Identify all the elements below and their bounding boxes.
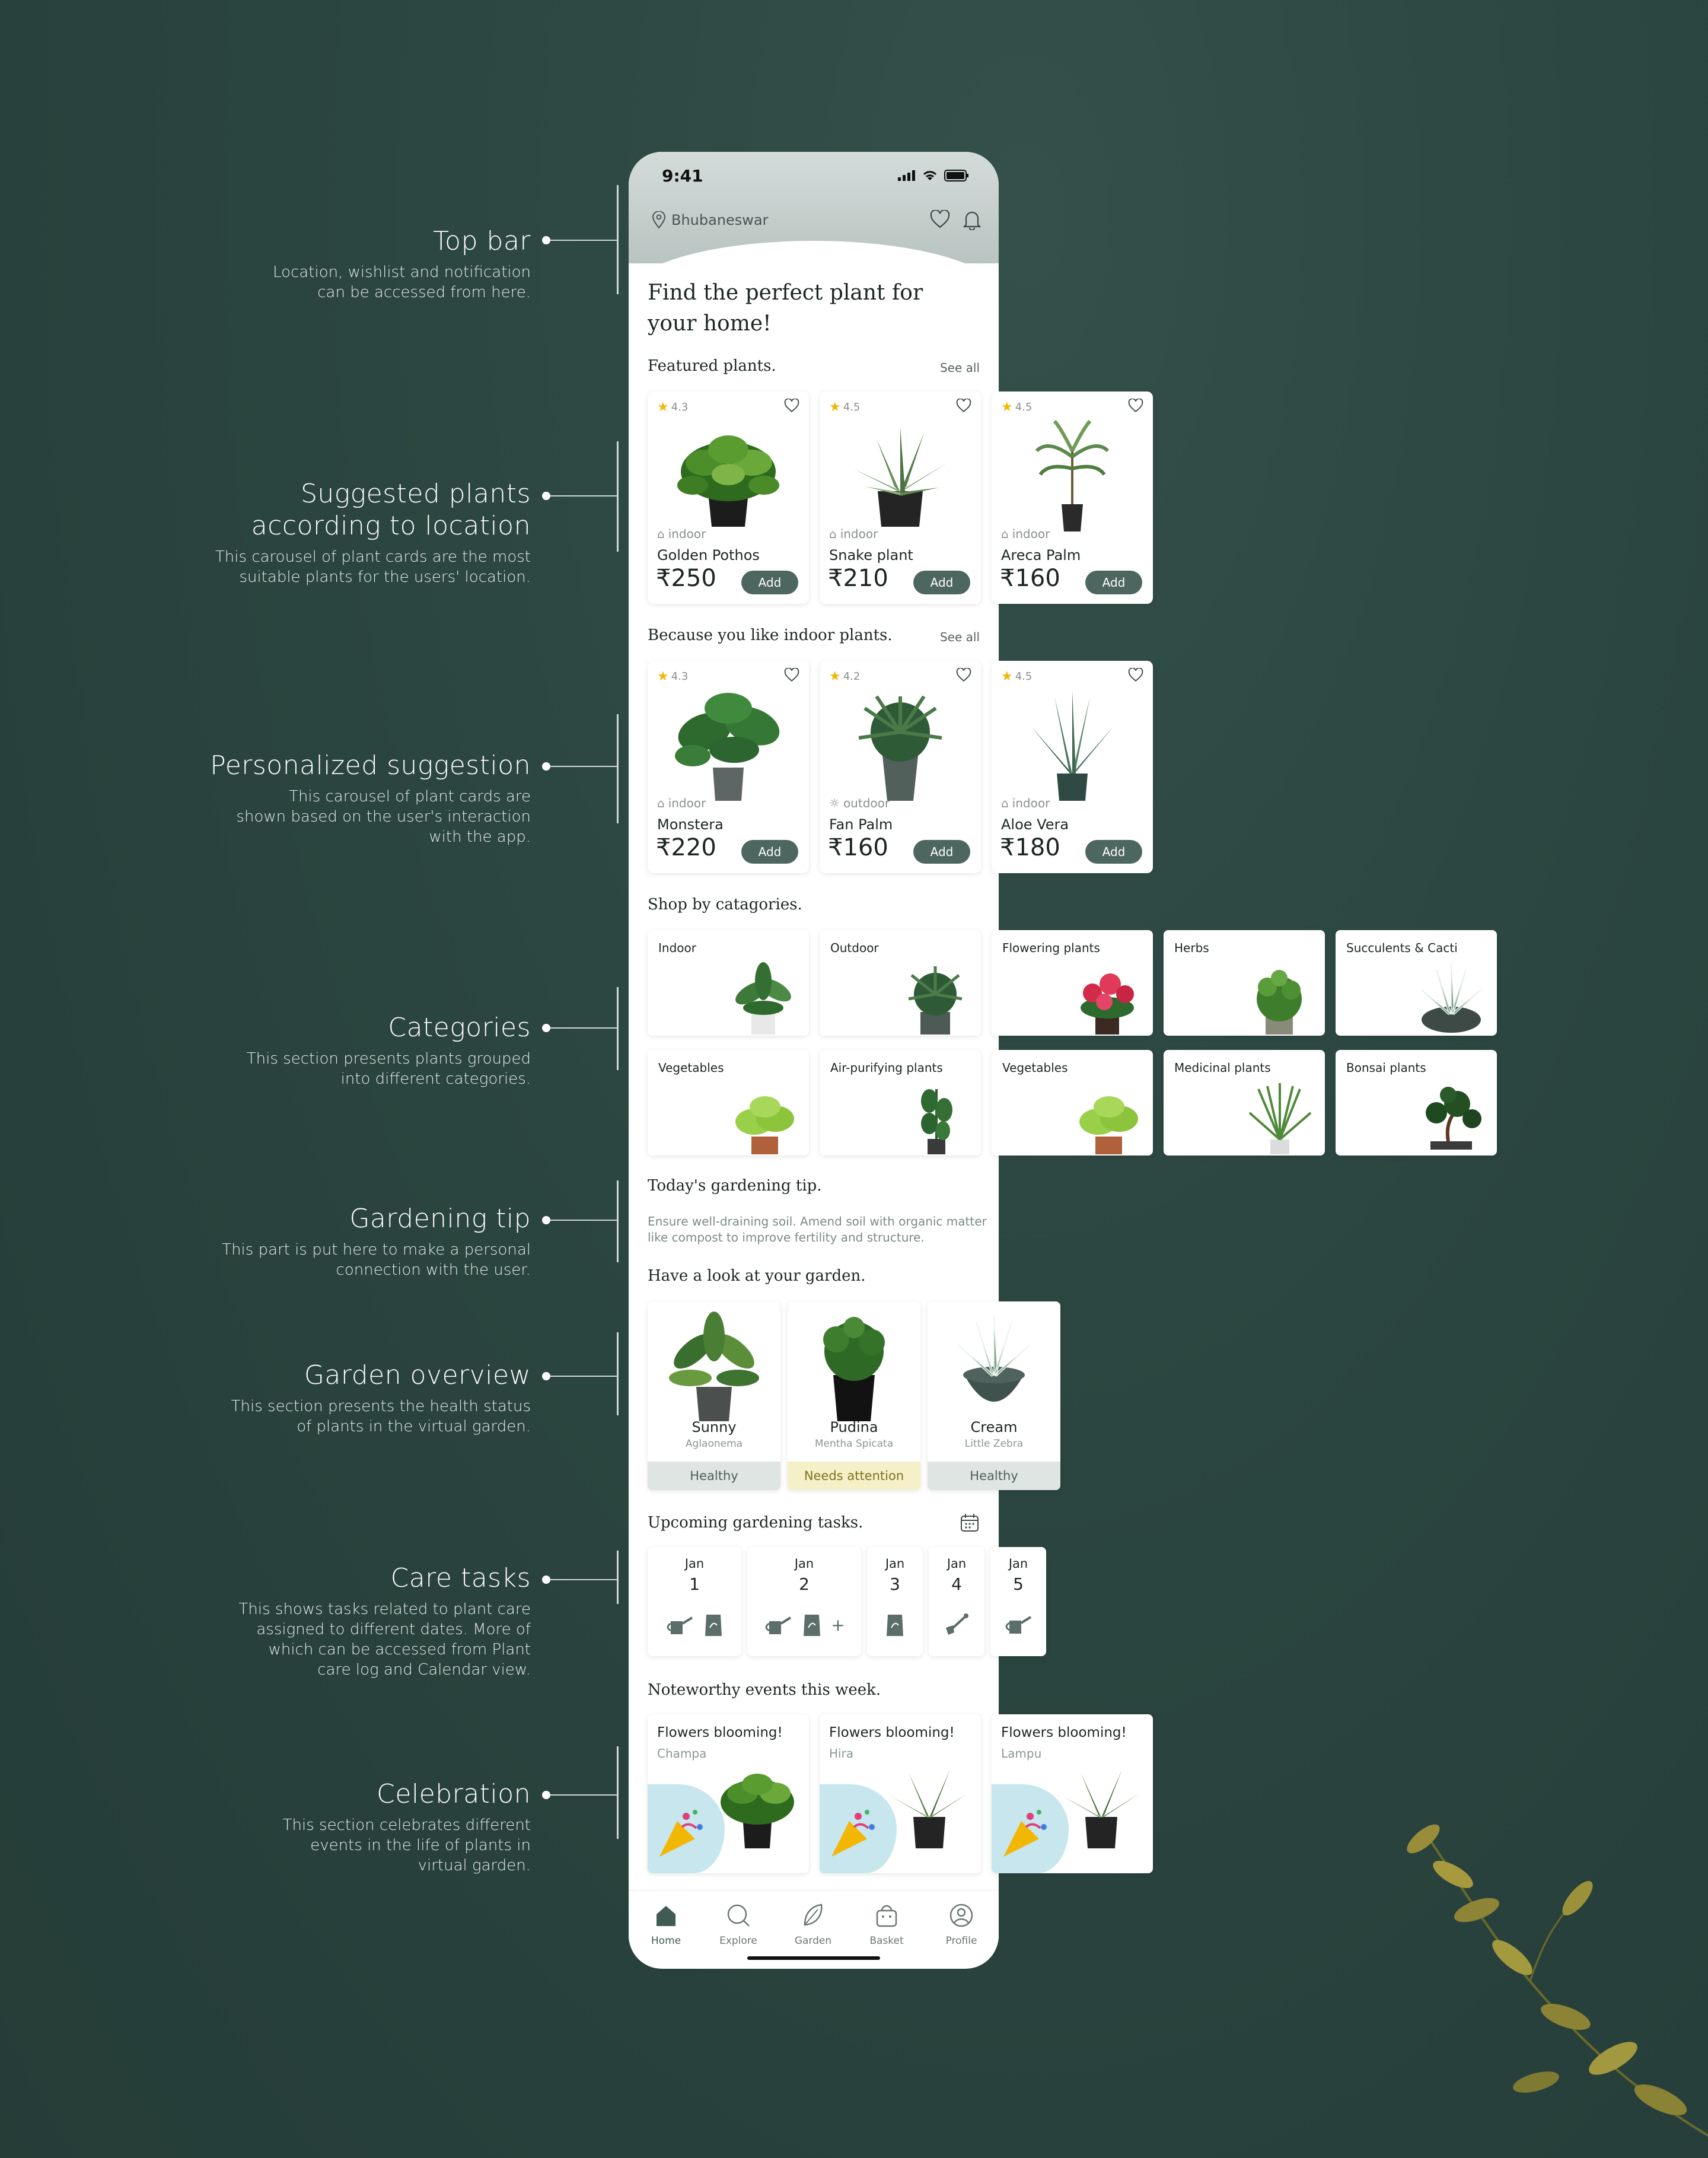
- annotation-connector: [550, 240, 617, 241]
- task-day: 4: [951, 1574, 962, 1594]
- annotation-connector: [550, 495, 617, 496]
- nav-label: Home: [651, 1935, 681, 1947]
- star-icon: ★: [829, 669, 841, 684]
- task-day: 5: [1013, 1574, 1024, 1594]
- rating: [829, 400, 860, 415]
- plant-price: ₹250: [656, 565, 716, 592]
- annotation-desc: This shows tasks related to plant care assigned to different dates. More of which can be accessed from Plant care log and Calendar view.: [238, 1600, 531, 1679]
- party-popper-icon: [826, 1803, 885, 1863]
- plant-card-aloe-vera[interactable]: [992, 661, 1153, 873]
- annotation-connector: [550, 766, 617, 767]
- garden-plant-card-cream[interactable]: [928, 1301, 1060, 1490]
- annotation-desc: This part is put here to make a personal connection with the user.: [222, 1241, 531, 1279]
- see-all-featured-link[interactable]: See all: [939, 361, 980, 375]
- garden-plant-name: Pudina: [830, 1419, 878, 1436]
- search-icon: [725, 1902, 751, 1928]
- plant-type: [657, 796, 706, 810]
- health-status-badge: Healthy: [928, 1462, 1060, 1490]
- plant-card-golden-pothos[interactable]: [648, 392, 809, 604]
- annotation-desc: This section presents plants grouped into different categories.: [246, 1050, 531, 1088]
- garden-plant-name: Sunny: [692, 1419, 737, 1436]
- nav-label: Basket: [869, 1935, 904, 1947]
- category-card-flowering[interactable]: [992, 930, 1153, 1036]
- plant-image-fan-palm: [841, 685, 960, 803]
- event-plant-name: Champa: [657, 1746, 707, 1761]
- wishlist-heart-icon[interactable]: [956, 399, 971, 413]
- task-month: Jan: [1008, 1557, 1028, 1571]
- fertilizer-icon: [884, 1612, 906, 1637]
- category-card-outdoor[interactable]: [820, 930, 981, 1036]
- wishlist-heart-icon[interactable]: [784, 399, 799, 413]
- category-image: [1241, 957, 1318, 1035]
- task-day: 1: [689, 1574, 700, 1594]
- annotation-title: Garden overview: [304, 1360, 531, 1390]
- task-day-card-1[interactable]: [648, 1547, 741, 1656]
- category-label: Indoor: [658, 941, 696, 955]
- garden-plant-image: [941, 1310, 1047, 1422]
- plant-type: [657, 527, 706, 541]
- annotation-dot: [542, 762, 550, 771]
- garden-plant-image: [801, 1310, 907, 1422]
- fertilizer-icon: [801, 1612, 823, 1637]
- watering-can-icon: [1003, 1612, 1033, 1636]
- star-icon: ★: [1001, 669, 1013, 684]
- event-title: Flowers blooming!: [1001, 1725, 1127, 1740]
- garden-plant-card-pudina[interactable]: [788, 1301, 920, 1490]
- add-to-cart-button[interactable]: Add: [741, 571, 798, 594]
- plant-type-label: indoor: [840, 527, 878, 541]
- notification-bell-icon[interactable]: [963, 210, 981, 230]
- category-card-vegetables-2[interactable]: [992, 1050, 1153, 1156]
- rating: [657, 400, 688, 415]
- rating-value: 4.5: [843, 401, 861, 413]
- section-title-featured: Featured plants.: [648, 357, 776, 375]
- add-to-cart-button[interactable]: Add: [1085, 840, 1142, 864]
- section-title-because: Because you like indoor plants.: [648, 626, 893, 644]
- wishlist-heart-icon[interactable]: [1128, 668, 1143, 682]
- garden-plant-species: Aglaonema: [685, 1438, 743, 1450]
- annotation-title: Celebration: [377, 1779, 531, 1809]
- category-image: [1069, 957, 1146, 1035]
- party-popper-icon: [654, 1803, 713, 1863]
- category-image: [1413, 1077, 1490, 1154]
- leaf-branch-decoration: [1340, 1803, 1708, 2158]
- annotation-title: Categories: [388, 1013, 531, 1043]
- annotation-desc: This carousel of plant cards are the most suitable plants for the users' location.: [215, 548, 531, 586]
- task-month: Jan: [684, 1557, 705, 1571]
- annotation-bracket: [617, 1746, 619, 1839]
- garden-plant-species: Little Zebra: [964, 1438, 1024, 1450]
- annotation-connector: [550, 1579, 617, 1580]
- star-icon: ★: [1001, 400, 1013, 415]
- annotation-bracket: [617, 441, 619, 552]
- page-headline: Find the perfect plant for your home!: [648, 281, 923, 336]
- annotation-desc: This section presents the health status of plants in the virtual garden.: [231, 1398, 531, 1436]
- rating: [829, 669, 860, 684]
- annotation-desc: Location, wishlist and notification can be accessed from here.: [273, 263, 531, 301]
- plant-image-snake-plant: [841, 415, 960, 534]
- plant-image-monstera: [669, 685, 788, 803]
- plant-image-areca-palm: [1013, 415, 1132, 534]
- annotation-dot: [542, 492, 550, 500]
- signal-icon: [898, 170, 916, 181]
- plant-card-snake-plant[interactable]: [820, 392, 981, 604]
- top-bar-actions: [930, 210, 981, 230]
- plant-name: Aloe Vera: [1001, 816, 1069, 833]
- plant-name: Golden Pothos: [657, 547, 760, 564]
- add-to-cart-button[interactable]: Add: [913, 840, 970, 864]
- house-icon: ⌂: [1001, 796, 1009, 810]
- wishlist-heart-icon[interactable]: [956, 668, 971, 682]
- shovel-icon: [944, 1612, 970, 1637]
- watering-can-icon: [665, 1613, 694, 1637]
- task-day: 3: [890, 1574, 900, 1594]
- garden-plant-species: Mentha Spicata: [814, 1438, 894, 1450]
- garden-plant-name: Cream: [970, 1419, 1018, 1436]
- category-card-medicinal[interactable]: [1164, 1050, 1325, 1156]
- house-icon: ⌂: [657, 796, 665, 810]
- event-plant-image: [885, 1761, 974, 1850]
- category-label: Vegetables: [658, 1061, 724, 1075]
- annotation-bracket: [617, 1180, 619, 1262]
- plant-image-aloe-vera: [1013, 685, 1132, 803]
- section-title-events: Noteworthy events this week.: [648, 1681, 881, 1699]
- annotation-dot: [542, 1575, 550, 1584]
- plant-type: [1001, 527, 1050, 541]
- nav-label: Explore: [719, 1935, 757, 1947]
- category-image: [725, 957, 802, 1035]
- event-plant-image: [713, 1761, 802, 1850]
- basket-icon: [874, 1902, 900, 1928]
- rating: [657, 669, 688, 684]
- plant-name: Areca Palm: [1001, 547, 1081, 564]
- plant-price: ₹180: [1000, 834, 1060, 861]
- annotation-bracket: [617, 714, 619, 823]
- category-card-indoor[interactable]: [648, 930, 809, 1036]
- task-month: Jan: [947, 1557, 967, 1571]
- annotation-desc: This carousel of plant cards are shown based on the user's interaction with the app.: [236, 788, 531, 846]
- rating-value: 4.5: [1015, 401, 1033, 413]
- rating-value: 4.2: [843, 670, 861, 683]
- category-image: [897, 1077, 974, 1154]
- home-indicator: [747, 1956, 880, 1960]
- garden-plant-card-sunny[interactable]: [648, 1301, 780, 1490]
- plant-type-label: indoor: [1012, 796, 1050, 810]
- location-icon: [651, 211, 667, 229]
- annotation-title: Top bar: [433, 226, 531, 256]
- add-to-cart-button[interactable]: Add: [741, 840, 798, 864]
- event-plant-image: [1057, 1761, 1146, 1850]
- task-day-card-5[interactable]: [990, 1547, 1046, 1656]
- annotation-bracket: [617, 987, 619, 1070]
- status-time: 9:41: [662, 166, 703, 186]
- category-card-air-purifying[interactable]: [820, 1050, 981, 1156]
- plant-card-fan-palm[interactable]: [820, 661, 981, 873]
- star-icon: ★: [829, 400, 841, 415]
- plant-card-areca-palm[interactable]: [992, 392, 1153, 604]
- category-image: [1241, 1077, 1318, 1154]
- event-plant-name: Lampu: [1001, 1746, 1042, 1761]
- plus-icon: +: [831, 1615, 845, 1635]
- plant-price: ₹160: [1000, 565, 1060, 592]
- annotation-dot: [542, 236, 550, 244]
- category-label: Medicinal plants: [1174, 1061, 1271, 1075]
- annotation-desc: This section celebrates different events in the life of plants in virtual garden.: [282, 1816, 531, 1874]
- battery-icon: [944, 170, 969, 182]
- plant-type-label: indoor: [668, 796, 706, 810]
- category-label: Herbs: [1174, 941, 1209, 955]
- plant-type: [1001, 796, 1050, 810]
- annotation-connector: [550, 1794, 617, 1796]
- category-image: [1413, 957, 1490, 1035]
- rating: [1001, 669, 1032, 684]
- event-card-lampu[interactable]: [992, 1714, 1153, 1873]
- plant-type-label: indoor: [668, 527, 706, 541]
- plant-price: ₹220: [656, 834, 716, 861]
- task-day-card-4[interactable]: [929, 1547, 984, 1656]
- annotation-title: Personalized suggestion: [210, 750, 531, 781]
- task-day: 2: [799, 1574, 810, 1594]
- plant-image-pothos: [669, 415, 788, 534]
- annotation-bracket: [617, 1332, 619, 1415]
- health-status-badge: Healthy: [648, 1462, 780, 1490]
- annotation-dot: [542, 1024, 550, 1032]
- star-icon: ★: [657, 669, 669, 684]
- event-title: Flowers blooming!: [657, 1725, 783, 1740]
- add-to-cart-button[interactable]: Add: [1085, 571, 1142, 594]
- phone-screen: [629, 152, 1458, 1968]
- plant-name: Monstera: [657, 816, 724, 833]
- annotation-title: Suggested plants according to location: [251, 479, 531, 541]
- house-icon: ⌂: [829, 527, 837, 541]
- nav-item-explore[interactable]: [712, 1902, 765, 1947]
- rating-value: 4.3: [671, 401, 689, 413]
- event-title: Flowers blooming!: [829, 1725, 955, 1740]
- health-status-badge: Needs attention: [788, 1462, 920, 1490]
- calendar-icon[interactable]: [960, 1513, 980, 1533]
- annotation-dot: [542, 1791, 550, 1799]
- event-plant-name: Hira: [829, 1746, 854, 1761]
- category-label: Succulents & Cacti: [1346, 941, 1458, 955]
- annotation-dot: [542, 1372, 550, 1380]
- section-title-tip: Today's gardening tip.: [648, 1177, 822, 1195]
- nav-item-profile[interactable]: [935, 1902, 988, 1947]
- house-icon: ⌂: [657, 527, 665, 541]
- star-icon: ★: [657, 400, 669, 415]
- leaf-icon: [800, 1902, 826, 1928]
- annotation-connector: [550, 1220, 617, 1221]
- category-card-herbs[interactable]: [1164, 930, 1325, 1036]
- plant-type: [829, 527, 878, 541]
- task-day-card-3[interactable]: [867, 1547, 923, 1656]
- section-title-tasks: Upcoming gardening tasks.: [648, 1514, 863, 1532]
- task-day-card-2[interactable]: [747, 1547, 861, 1656]
- house-icon: ⌂: [1001, 527, 1009, 541]
- category-image: [725, 1077, 802, 1154]
- sun-icon: ☼: [829, 796, 840, 810]
- plant-price: ₹210: [828, 565, 888, 592]
- plant-type-label: indoor: [1012, 527, 1050, 541]
- category-label: Vegetables: [1002, 1061, 1068, 1075]
- rating-value: 4.3: [671, 670, 689, 683]
- profile-icon: [948, 1902, 974, 1928]
- wishlist-heart-icon[interactable]: [1128, 399, 1143, 413]
- section-title-garden: Have a look at your garden.: [648, 1267, 866, 1285]
- location-selector[interactable]: [651, 211, 769, 229]
- nav-item-garden[interactable]: [786, 1902, 840, 1947]
- category-card-bonsai[interactable]: [1336, 1050, 1497, 1156]
- section-title-categories: Shop by catagories.: [648, 896, 802, 914]
- see-all-because-link[interactable]: See all: [939, 630, 980, 644]
- nav-item-basket[interactable]: [860, 1902, 913, 1947]
- category-image: [1069, 1077, 1146, 1154]
- nav-label: Profile: [945, 1935, 977, 1947]
- wifi-icon: [922, 170, 938, 182]
- annotation-dot: [542, 1216, 550, 1224]
- status-icons: [898, 170, 969, 182]
- rating-value: 4.5: [1015, 670, 1033, 683]
- rating: [1001, 400, 1032, 415]
- event-card-champa[interactable]: [648, 1714, 809, 1873]
- annotation-title: Gardening tip: [349, 1204, 531, 1234]
- annotation-connector: [550, 1376, 617, 1377]
- wishlist-heart-icon[interactable]: [930, 210, 950, 229]
- category-card-succulents[interactable]: [1336, 930, 1497, 1036]
- home-icon: [653, 1902, 679, 1928]
- plant-type: [829, 796, 890, 810]
- plant-type-label: outdoor: [843, 796, 890, 810]
- plant-price: ₹160: [828, 834, 888, 861]
- gardening-tip-text: Ensure well-draining soil. Amend soil with organic matter like compost to improve fertility and structure.: [648, 1214, 987, 1244]
- add-to-cart-button[interactable]: Add: [913, 571, 970, 594]
- plant-card-monstera[interactable]: [648, 661, 809, 873]
- fertilizer-icon: [703, 1612, 724, 1637]
- annotation-connector: [550, 1027, 617, 1029]
- garden-plant-image: [661, 1310, 767, 1422]
- annotation-title: Care tasks: [390, 1563, 531, 1593]
- category-label: Air-purifying plants: [830, 1061, 943, 1075]
- category-label: Flowering plants: [1002, 941, 1100, 955]
- party-popper-icon: [998, 1803, 1057, 1863]
- plant-name: Fan Palm: [829, 816, 893, 833]
- location-label: Bhubaneswar: [671, 212, 769, 228]
- category-label: Outdoor: [830, 941, 879, 955]
- nav-label: Garden: [794, 1935, 832, 1947]
- annotation-bracket: [617, 185, 619, 294]
- nav-item-home[interactable]: [639, 1902, 693, 1947]
- wishlist-heart-icon[interactable]: [784, 668, 799, 682]
- category-card-vegetables[interactable]: [648, 1050, 809, 1156]
- annotation-bracket: [617, 1551, 619, 1604]
- task-month: Jan: [794, 1557, 814, 1571]
- category-label: Bonsai plants: [1346, 1061, 1426, 1075]
- task-month: Jan: [885, 1557, 905, 1571]
- watering-can-icon: [763, 1613, 793, 1637]
- category-image: [897, 957, 974, 1035]
- plant-name: Snake plant: [829, 547, 913, 564]
- event-card-hira[interactable]: [820, 1714, 981, 1873]
